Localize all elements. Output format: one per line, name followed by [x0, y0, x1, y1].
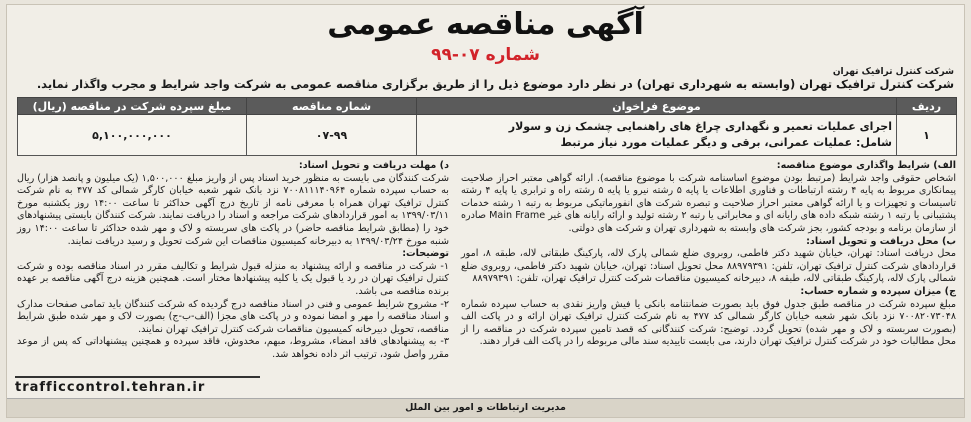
table-row — [18, 115, 957, 156]
tender-table — [17, 97, 957, 156]
section-c-heading: ج) میزان سپرده و شماره حساب: — [800, 285, 956, 297]
header-row-no: ردیف — [897, 98, 957, 115]
section-a-text: اشخاص حقوقی واجد شرایط (مرتبط بودن موضوع اساسنامه شرکت با موضوع مناقصه). ارائه گواهی معتبر احراز صلاحیت پیمانکاری مربوط به پایه ۴ رشته ارتباطات و فناوری اطلاعات یا پایه ۵ رشته نیرو یا پایه ۵ رشته راه و ترابری یا پایه ۴ رشته تاسیسات و تجهیزات و یا ارائه گواهی معتبر احراز صلاحیت و تبصره شرکت های انفورماتیکی مربوط به رتبه ۱ رشته خدمات پشتیبانی یا رتبه ۱ رشته شبکه داده های رایانه ای و مخابراتی یا رتبه ۲ رشته تولید و ارائه رایانه های غیر Main Frame صادره از سازمان برنامه و بودجه کشور، بجز شرکت های وابسته به شهرداری تهران و شرکت های دولتی. — [461, 172, 956, 234]
table-header-row — [18, 98, 957, 115]
header-subject: موضوع فراخوان — [417, 98, 897, 115]
tender-notice-page — [6, 4, 965, 418]
cell-deposit: ۵,۱۰۰,۰۰۰,۰۰۰ — [18, 115, 247, 156]
section-d-text: شرکت کنندگان می بایست به منظور خرید اسناد پس از واریز مبلغ ۱,۵۰۰,۰۰۰ (یک میلیون و پانصد هزار) ریال به حساب سپرده شماره ۷۰۰۸۱۱۱۴۰۹۶۴ نزد بانک شهر شعبه خیابان کارگر شمالی کد ۴۷۷ به نام شرکت کنترل ترافیک تهران همراه با معرفی نامه از تاریخ درج آگهی حداکثر تا ساعت ۱۴:۰۰ روز یکشنبه مورخ ۱۳۹۹/۰۳/۱۱ به امور قراردادهای شرکت مراجعه و اسناد را دریافت نمایند. شرکت کنندگان بایستی پیشنهادهای خود را (مطابق شرایط مناقصه حاضر) در پاکت های سربسته و لاک و مهر شده حداکثر تا ساعت ۱۴:۰۰ روز شنبه مورخ ۱۳۹۹/۰۳/۲۴ به دبیرخانه کمیسیون مناقصات این شرکت تحویل و رسید دریافت نمایند. — [17, 172, 450, 247]
conditions-right-column — [461, 160, 956, 388]
conditions-columns — [17, 160, 956, 388]
section-b-heading: ب) محل دریافت و تحویل اسناد: — [806, 235, 956, 247]
notes-heading: توضیحات: — [402, 248, 449, 260]
note-3: ۳- به پیشنهادهای فاقد امضاء، مشروط، مبهم، مخدوش، فاقد سپرده و همچنین پیشنهاداتی که پس از موعد مقرر واصل شود، ترتیب اثر داده نخواهد شد. — [17, 336, 449, 360]
note-2: ۲- مشروح شرایط عمومی و فنی در اسناد مناقصه درج گردیده که شرکت کنندگان باید تمامی صفحات مدارک و اسناد مناقصه را مهر و امضا نموده و در پاکت های مجزا (الف-ب-ج) بصورت لاک و مهر شده طبق شرایط مناقصه، تحویل دبیرخانه کمیسیون مناقصات شرکت کنترل ترافیک تهران نمایند. — [17, 298, 449, 335]
note-1: ۱- شرکت در مناقصه و ارائه پیشنهاد به منزله قبول شرایط و تکالیف مقرر در اسناد مناقصه بوده و شرکت کنترل ترافیک تهران در رد یا قبول یک یا کلیه پیشنهادها مختار است. همچنین هزینه درج آگهی مناقصه بر عهده برنده مناقصه می باشد. — [17, 260, 449, 297]
notice-title: آگهی مناقصه عمومی — [327, 7, 644, 42]
cell-row-no: ۱ — [897, 115, 957, 156]
intro-text: شرکت کنترل ترافیک تهران (وابسته به شهرداری تهران) در نظر دارد موضوع ذیل را از طریق برگزاری مناقصه عمومی به شرکت واجد شرایط و مجرب واگذار نماید. — [36, 77, 954, 91]
conditions-left-column — [17, 160, 450, 360]
section-a-heading: الف) شرایط واگذاری موضوع مناقصه: — [776, 160, 956, 171]
footer-signature: مدیریت ارتباطات و امور بین الملل — [7, 398, 964, 417]
cell-tender-no: ۰۷-۹۹ — [247, 115, 417, 156]
cell-subject — [417, 115, 897, 156]
subject-line-1: اجرای عملیات تعمیر و نگهداری چراغ های راهنمایی چشمک زن و سولار — [508, 120, 892, 133]
subject-line-2: شامل: عملیات عمرانی، برقی و دیگر عملیات مورد نیاز مرتبط — [560, 136, 892, 149]
notice-number: شماره ۰۷-۹۹ — [431, 45, 540, 65]
header-deposit: مبلغ سپرده شرکت در مناقصه (ریال) — [18, 98, 247, 115]
section-c-text: مبلغ سپرده شرکت در مناقصه طبق جدول فوق باید بصورت ضمانتنامه بانکی یا فیش واریز نقدی به حساب سپرده شماره ۷۰۰۸۲۰۷۳۰۴۸ نزد بانک شهر شعبه خیابان کارگر شمالی کد ۴۷۷ به نام شرکت کنترل ترافیک تهران ارائه و در پاکت الف (بصورت سربسته و لاک و مهر شده) تحویل گردد. توضیح: شرکت کنندگانی که قصد تامین سپرده شرکت در مناقصه را از محل مطالبات خود در شرکت کنترل ترافیک تهران دارند، می بایست تاییدیه سند مالی مربوطه را در پاکت الف قرار دهند. — [461, 298, 956, 348]
org-name: شرکت کنترل ترافیک تهران — [832, 67, 954, 77]
header-tender-no: شماره مناقصه — [247, 98, 417, 115]
section-b-text: محل دریافت اسناد: تهران، خیابان شهید دکتر فاطمی، روبروی ضلع شمالی پارک لاله، پارکینگ طبقاتی لاله، طبقه ۸، امور قراردادهای شرکت کنترل ترافیک تهران، تلفن: ۸۸۹۷۹۳۹۱ محل تحویل اسناد: تهران، خیابان شهید دکتر فاطمی، روبروی ضلع شمالی پارک لاله، پارکینگ طبقاتی لاله، طبقه ۸، دبیرخانه کمیسیون مناقصات شرکت کنترل ترافیک تهران، تلفن: ۸۸۹۷۹۳۹۱ — [461, 248, 956, 285]
website-url[interactable]: trafficcontrol.tehran.ir — [15, 376, 260, 395]
section-d-heading: د) مهلت دریافت و تحویل اسناد: — [298, 160, 449, 171]
